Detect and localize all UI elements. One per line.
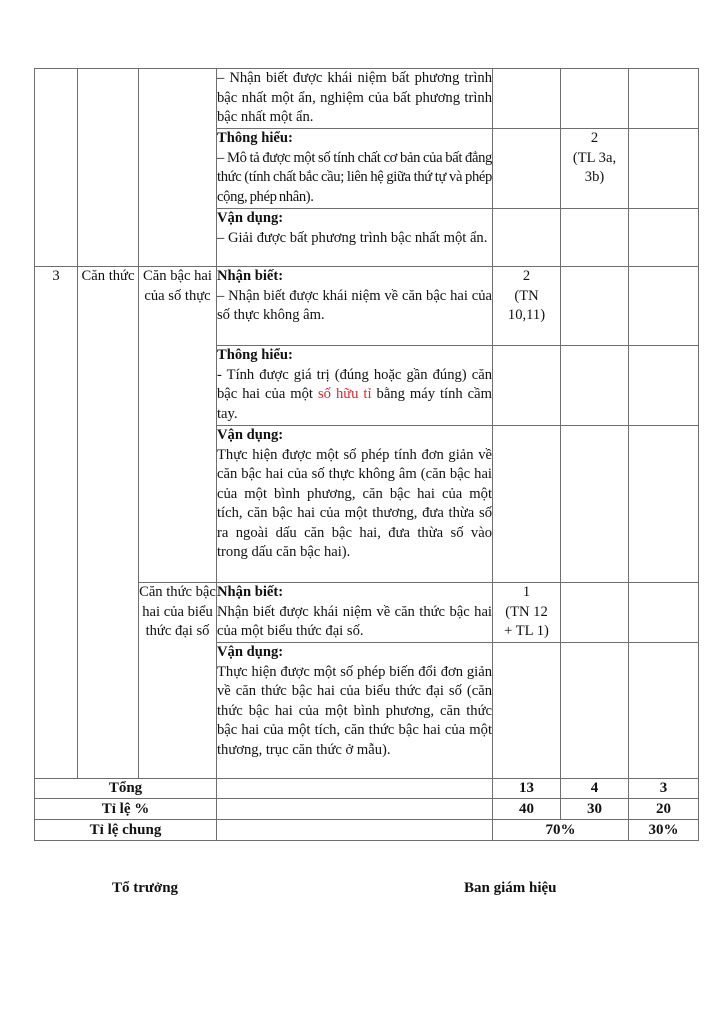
nb-cell <box>493 69 561 129</box>
total-row <box>35 779 699 799</box>
table-row <box>35 69 699 129</box>
topic-number-cell <box>35 69 78 267</box>
requirement-cell <box>217 267 493 346</box>
question-detail: + TL 1) <box>504 623 549 639</box>
table-row <box>35 267 699 346</box>
total-vd: 3 <box>629 779 699 799</box>
nb-cell <box>493 643 561 779</box>
requirement-text: Thực hiện được một số phép tính đơn giản về căn bậc hai của số thực không âm (căn bậc hai của một bình phương, căn bậc hai của một tích, căn bậc hai của một thương, đưa thừa số ra ngoài dấu căn bậc hai, đưa thừa số vào trong dấu căn bậc hai). <box>217 446 492 560</box>
empty-cell <box>217 799 493 820</box>
assessment-matrix-table <box>34 68 699 841</box>
unit-cell: Căn thức bậc hai của biểu thức đại số <box>139 583 217 779</box>
overall-row <box>35 820 699 841</box>
total-nb: 13 <box>493 779 561 799</box>
vd-cell <box>629 346 699 426</box>
empty-cell <box>217 779 493 799</box>
percent-nb: 40 <box>493 799 561 820</box>
question-detail: (TN 12 <box>505 603 548 620</box>
th-cell <box>561 583 629 643</box>
nb-cell <box>493 209 561 267</box>
vd-cell <box>629 209 699 267</box>
question-detail: (TL 3a, <box>572 149 617 166</box>
th-cell <box>561 129 629 209</box>
requirement-text: Nhận biết được khái niệm về căn thức bậc hai của một biểu thức đại số. <box>217 603 492 639</box>
nb-cell <box>493 583 561 643</box>
requirement-cell <box>217 209 493 267</box>
level-label: Thông hiểu: <box>217 347 293 363</box>
vd-cell <box>629 69 699 129</box>
question-count: 1 <box>522 584 531 600</box>
nb-cell <box>493 267 561 346</box>
requirement-text: – Mô tả được một số tính chất cơ bản của bất đẳng thức (tính chất bắc cầu; liên hệ giữa thứ tự và phép cộng, phép nhân). <box>217 149 492 205</box>
th-cell <box>561 346 629 426</box>
requirement-text: Thực hiện được một số phép biến đổi đơn giản về căn thức bậc hai của biểu thức đại số (căn thức bậc hai của một bình phương, căn thức bậc hai của một tích, căn thức bậc hai của một thương, trục căn thức ở mẫu). <box>217 663 492 758</box>
level-label: Nhận biết: <box>217 268 284 284</box>
topic-number-cell: 3 <box>35 267 78 779</box>
overall-vd: 30% <box>629 820 699 841</box>
vd-cell <box>629 643 699 779</box>
question-count: 2 <box>590 130 599 146</box>
unit-cell <box>139 69 217 267</box>
requirement-cell <box>217 346 493 426</box>
chapter-cell: Căn thức <box>78 267 139 779</box>
requirement-cell <box>217 643 493 779</box>
chapter-cell <box>78 69 139 267</box>
overall-nb-th: 70% <box>493 820 629 841</box>
vd-cell <box>629 129 699 209</box>
signature-head-of-department: Tổ trưởng <box>112 880 179 896</box>
level-label: Vận dụng: <box>217 427 284 443</box>
requirement-cell <box>217 583 493 643</box>
total-th: 4 <box>561 779 629 799</box>
percent-vd: 20 <box>629 799 699 820</box>
level-label: Thông hiểu: <box>217 130 293 146</box>
percent-label: Tỉ lệ % <box>35 799 217 820</box>
vd-cell <box>629 267 699 346</box>
th-cell <box>561 209 629 267</box>
level-label: Vận dụng: <box>217 210 284 226</box>
empty-cell <box>217 820 493 841</box>
unit-cell: Căn bậc hai của số thực <box>139 267 217 583</box>
requirement-cell <box>217 426 493 583</box>
question-detail: 3b) <box>584 169 605 185</box>
requirement-text: – Giải được bất phương trình bậc nhất một ẩn. <box>217 229 488 246</box>
th-cell <box>561 267 629 346</box>
total-label: Tổng <box>35 779 217 799</box>
nb-cell <box>493 426 561 583</box>
overall-label: Tỉ lệ chung <box>35 820 217 841</box>
vd-cell <box>629 583 699 643</box>
th-cell <box>561 69 629 129</box>
question-count: 2 <box>522 268 531 284</box>
nb-cell <box>493 346 561 426</box>
th-cell <box>561 426 629 583</box>
signature-board-of-directors: Ban giám hiệu <box>464 880 557 896</box>
requirement-text: – Nhận biết được khái niệm về căn bậc hai của số thực không âm. <box>217 287 492 323</box>
question-detail: 10,11) <box>507 307 546 323</box>
requirement-text: bằng máy tính cầm tay. <box>217 386 492 422</box>
percent-th: 30 <box>561 799 629 820</box>
requirement-cell <box>217 69 493 129</box>
level-label: Vận dụng: <box>217 644 284 660</box>
vd-cell <box>629 426 699 583</box>
highlighted-term: số hữu tỉ <box>317 386 372 402</box>
question-detail: (TN <box>514 287 539 304</box>
requirement-cell <box>217 129 493 209</box>
nb-cell <box>493 129 561 209</box>
percent-row <box>35 799 699 820</box>
th-cell <box>561 643 629 779</box>
requirement-text: – Nhận biết được khái niệm bất phương trình bậc nhất một ẩn, nghiệm của bất phương trình bậc nhất một ẩn. <box>217 70 492 125</box>
level-label: Nhận biết: <box>217 584 284 600</box>
requirement-text: - Tính được giá trị (đúng hoặc gần đúng) căn bậc hai của một <box>217 366 492 402</box>
